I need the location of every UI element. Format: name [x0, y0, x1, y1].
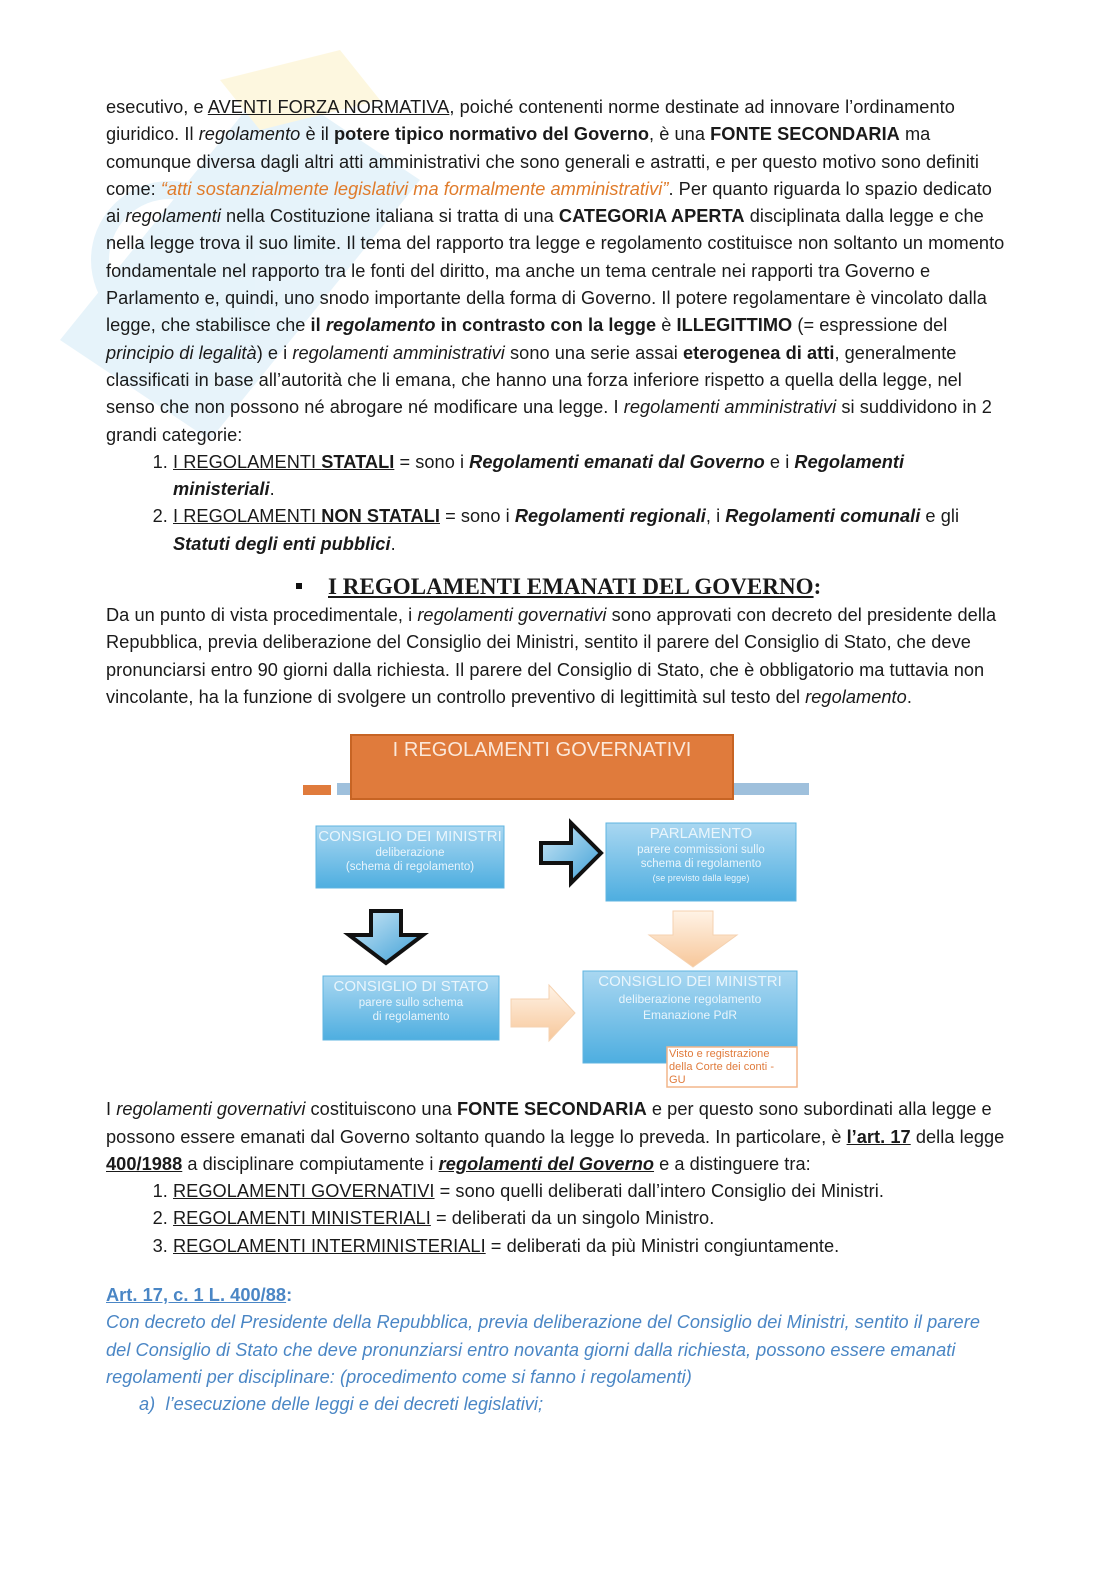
box2-text: PARLAMENTO parere commissioni sullo schema di regolamento (se previsto dalla legge): [637, 825, 765, 884]
article-items: [106, 1391, 1006, 1418]
title-band-blue-right: [731, 783, 809, 795]
square-bullet-icon: [296, 583, 302, 589]
procedure-paragraph: Da un punto di vista procedimentale, i regolamenti governativi sono approvati con decreto del presidente della Repubblica, previa deliberazione del Consiglio dei Ministri, sentito il parere del Consiglio di Stato, che deve pronunciarsi entro 90 giorni dalla richiesta. Il parere del Consiglio di Stato, che è obbligatorio ma tuttavia non vincolante, ha la funzione di svolgere un controllo preventivo di legittimità sul testo del regolamento.: [106, 605, 997, 707]
list-item: 1. REGOLAMENTI GOVERNATIVI = sono quelli deliberati dall’intero Consiglio dei Ministri.: [173, 1178, 1006, 1205]
procedure-diagram: [301, 731, 821, 1091]
document-page: [106, 94, 1006, 1419]
list-item: 3. REGOLAMENTI INTERMINISTERIALI = deliberati da più Ministri congiuntamente.: [173, 1233, 1006, 1260]
list-item: 2. I REGOLAMENTI NON STATALI = sono i Regolamenti regionali, i Regolamenti comunali e gli Statuti degli enti pubblici.: [173, 503, 1006, 558]
list-item: 2. REGOLAMENTI MINISTERIALI = deliberati da un singolo Ministro.: [173, 1205, 1006, 1232]
article-title: Art. 17, c. 1 L. 400/88:: [106, 1285, 293, 1306]
diagram-title: I REGOLAMENTI GOVERNATIVI: [392, 739, 692, 762]
arrow-down-peach-icon: [649, 911, 737, 967]
list-item: a) l’esecuzione delle leggi e dei decreti legislativi;: [139, 1394, 544, 1415]
list-item: 1. I REGOLAMENTI STATALI = sono i Regolamenti emanati dal Governo e i Regolamenti ministeriali.: [173, 449, 1006, 504]
sources-paragraph: I regolamenti governativi costituiscono una FONTE SECONDARIA e per questo sono subordinati alla legge e possono essere emanati dal Governo soltanto quando la legge lo preveda. In particolare, è l’art. 17 della legge 400/1988 a disciplinare compiutamente i regolamenti del Governo e a distinguere tra:: [106, 1099, 1005, 1174]
categories-list: [106, 449, 1006, 558]
title-band-blue-left: [337, 783, 351, 795]
title-band-orange: [303, 785, 331, 795]
regulation-types-list: [106, 1178, 1006, 1260]
arrow-right-icon: [541, 823, 601, 883]
article-body: Con decreto del Presidente della Repubblica, previa deliberazione del Consiglio dei Ministri, sentito il parere del Consiglio di Stato che deve pronunziarsi entro novanta giorni dalla richiesta, possono essere emanati regolamenti per disciplinare: (procedimento come si fanno i regolamenti): [106, 1312, 980, 1387]
section-heading: I REGOLAMENTI EMANATI DEL GOVERNO:: [106, 573, 1006, 600]
diagram-shapes: [301, 731, 821, 1091]
box4-text: CONSIGLIO DEI MINISTRI deliberazione regolamento Emanazione PdR: [598, 973, 782, 1023]
intro-paragraph: esecutivo, e AVENTI FORZA NORMATIVA, poiché contenenti norme destinate ad innovare l’ordinamento giuridico. Il regolamento è il potere tipico normativo del Governo, è una FONTE SECONDARIA ma comunque diversa dagli altri atti amministrativi che sono generali e astratti, e per questo motivo sono definiti come: “atti sostanzialmente legislativi ma formalmente amministrativi”. Per quanto riguarda lo spazio dedicato ai regolamenti nella Costituzione italiana si tratta di una CATEGORIA APERTA disciplinata dalla legge e che nella legge trova il suo limite. Il tema del rapporto tra legge e regolamento costituisce non soltanto un momento fondamentale nel rapporto tra le fonti del diritto, ma anche un tema centrale nei rapporti tra Governo e Parlamento e, quindi, uno snodo importante della forma di Governo. Il potere regolamentare è vincolato dalla legge, che stabilisce che il regolamento in contrasto con la legge è ILLEGITTIMO (= espressione del principio di legalità) e i regolamenti amministrativi sono una serie assai eterogenea di atti, generalmente classificati in base all’autorità che li emana, che hanno una forza inferiore rispetto a quella della legge, nel senso che non possono né abrogare né modificare una legge. I regolamenti amministrativi si suddividono in 2 grandi categorie:: [106, 97, 1005, 445]
box3-text: CONSIGLIO DI STATO parere sullo schema di regolamento: [333, 978, 489, 1024]
arrow-down-icon: [349, 911, 423, 963]
note-text: Visto e registrazione della Corte dei conti - GU: [669, 1048, 775, 1087]
box1-text: CONSIGLIO DEI MINISTRI deliberazione (schema di regolamento): [318, 828, 502, 874]
arrow-right-peach-icon: [511, 985, 575, 1041]
